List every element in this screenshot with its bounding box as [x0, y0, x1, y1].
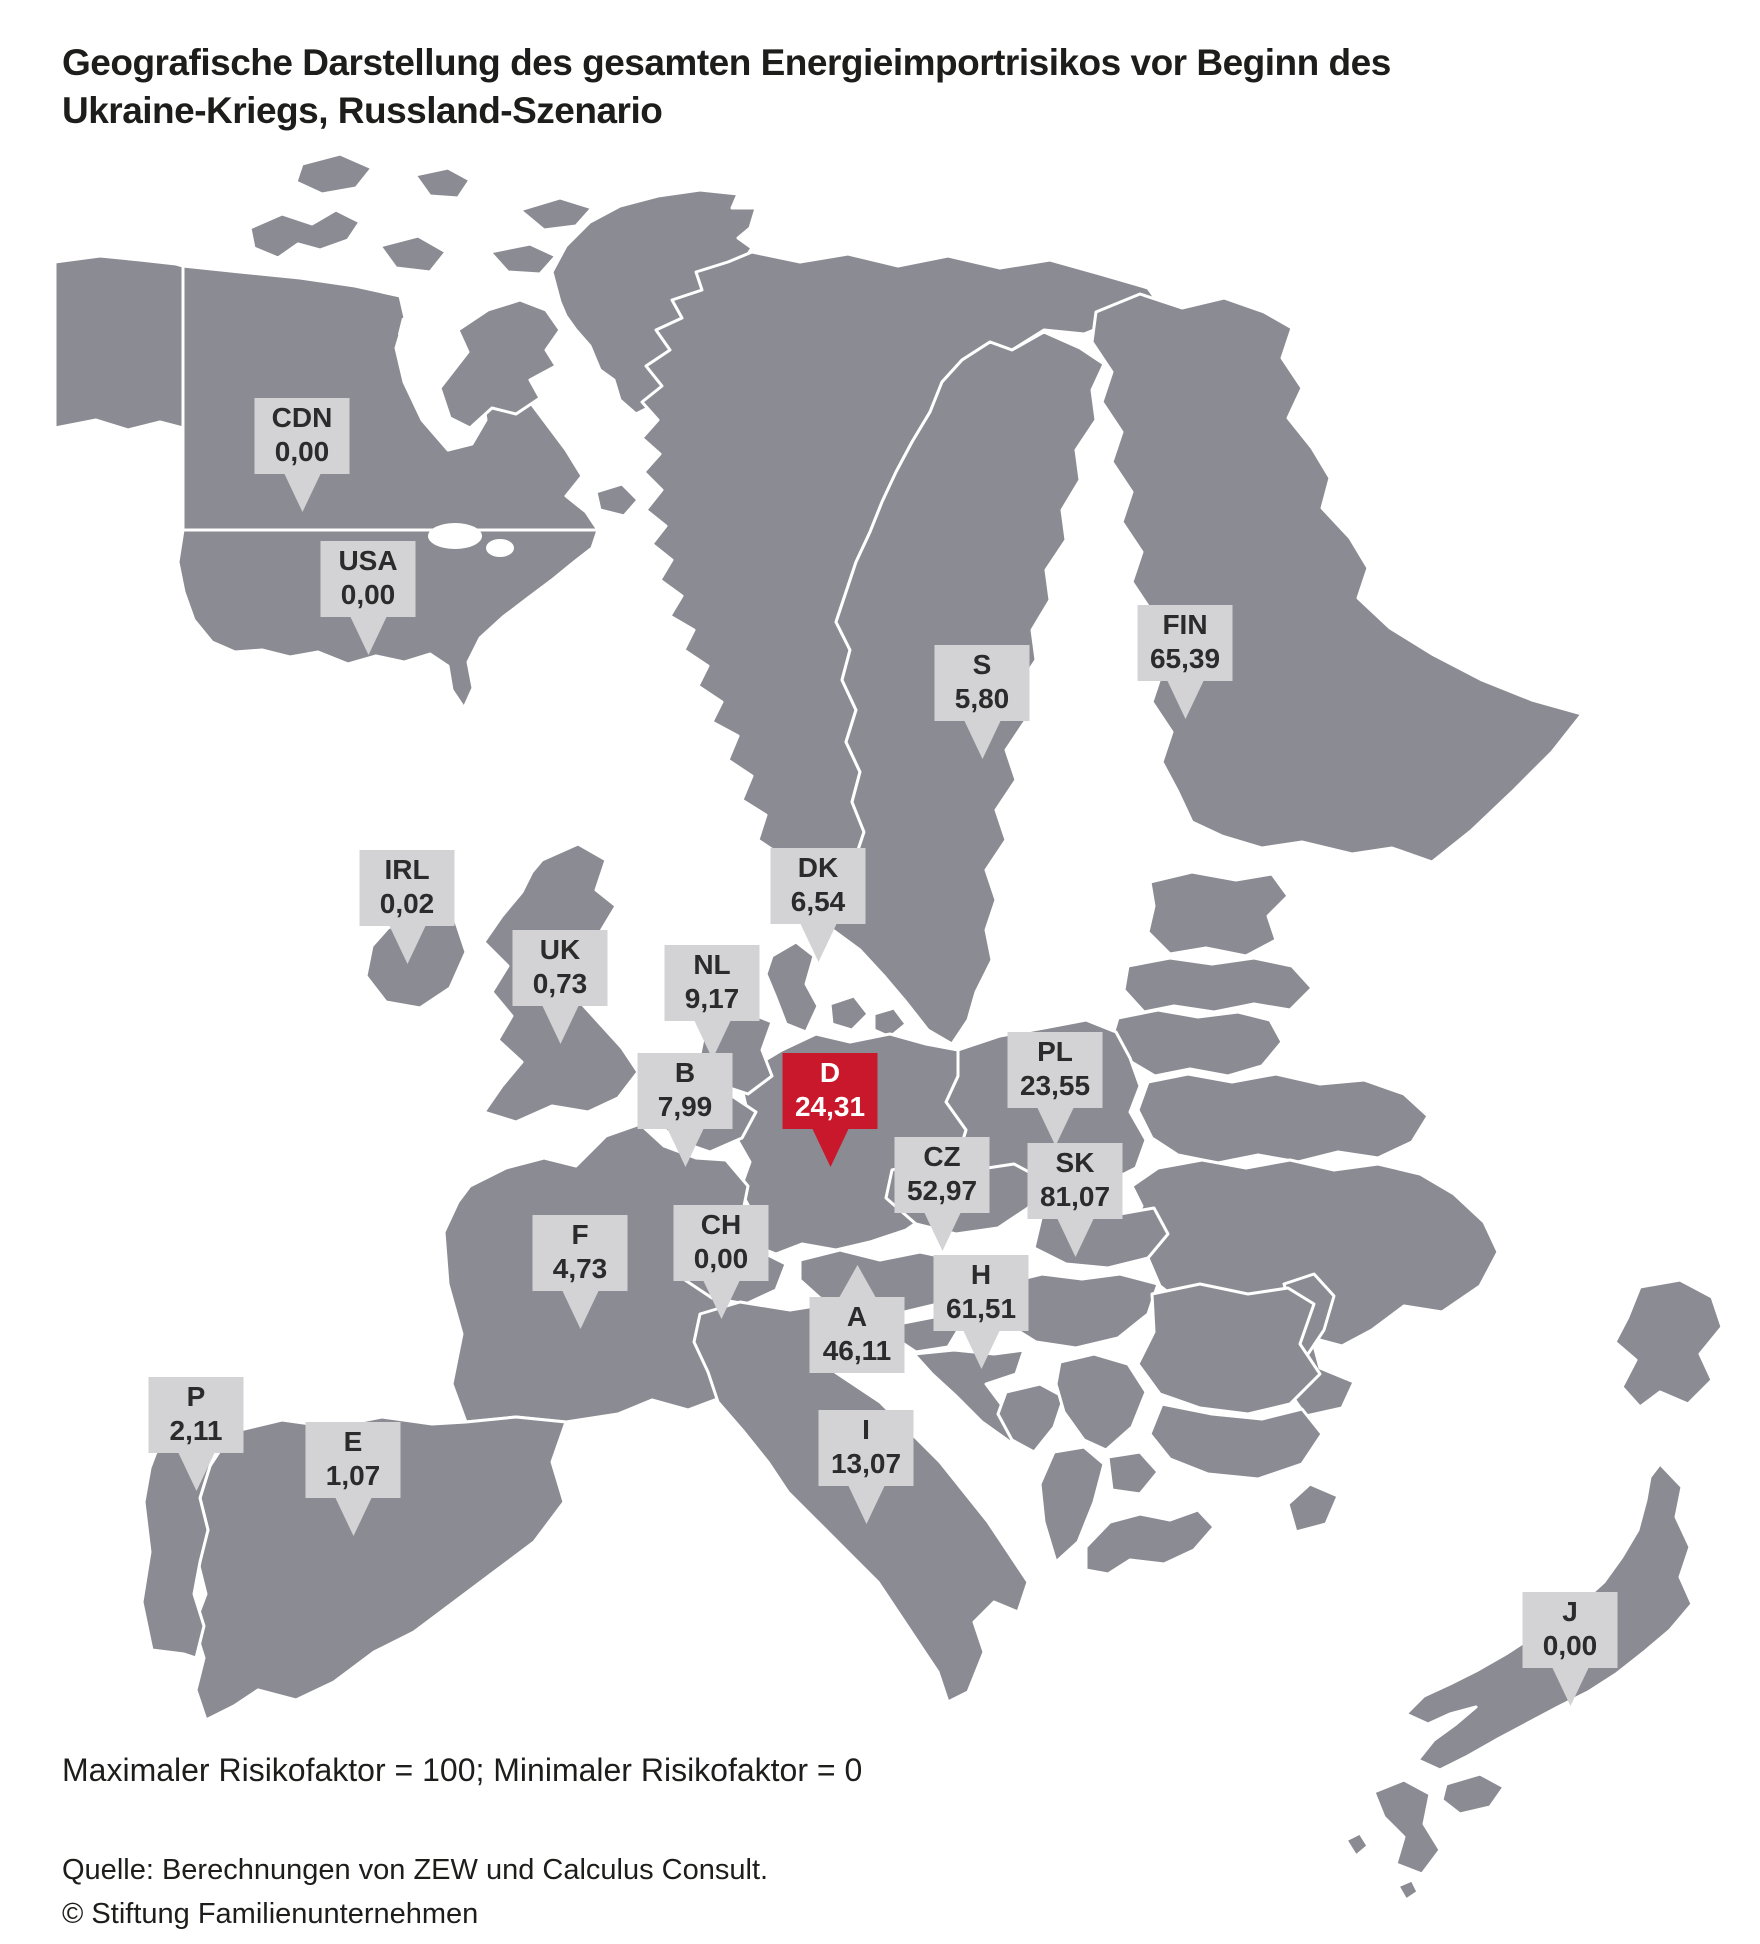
marker-code: PL — [1037, 1036, 1073, 1067]
marker-code: H — [970, 1259, 992, 1290]
marker-code: E — [343, 1426, 363, 1457]
arctic-island-3 — [380, 236, 446, 272]
country-portugal — [142, 1442, 210, 1658]
marker-code: UK — [539, 934, 581, 965]
marker-code: FIN — [1162, 609, 1208, 640]
arctic-island-6 — [520, 198, 592, 230]
marker-value: 5,80 — [954, 683, 1010, 714]
japan-honshu — [1406, 1464, 1692, 1770]
marker-value: 52,97 — [906, 1175, 978, 1206]
country-lithuania — [1112, 1010, 1282, 1076]
marker-code: I — [862, 1414, 870, 1445]
japan-kyushu — [1374, 1780, 1440, 1874]
country-bulgaria — [1150, 1404, 1322, 1479]
marker-code: B — [674, 1057, 696, 1088]
marker-code: CH — [700, 1209, 742, 1240]
arctic-island-5 — [490, 244, 556, 274]
marker-code: IRL — [384, 854, 430, 885]
marker-value: 7,99 — [657, 1091, 713, 1122]
marker-value: 0,00 — [340, 579, 396, 610]
marker-value: 0,00 — [1542, 1630, 1598, 1661]
marker-value: 81,07 — [1039, 1181, 1111, 1212]
marker-value: 0,73 — [532, 968, 588, 999]
arctic-island-1 — [250, 210, 360, 258]
marker-value: 0,00 — [274, 436, 330, 467]
region-thrace — [1288, 1484, 1338, 1532]
marker-value: 1,07 — [325, 1460, 381, 1491]
marker-value: 9,17 — [684, 983, 740, 1014]
japan-islet-2 — [1398, 1880, 1418, 1900]
country-netherlands — [700, 1010, 772, 1094]
risk-scale-note: Maximaler Risikofaktor = 100; Minimaler Risikofaktor = 0 — [62, 1752, 863, 1788]
country-usa — [178, 530, 598, 708]
great-lakes — [428, 523, 482, 549]
country-poland — [946, 1020, 1146, 1188]
marker-code: USA — [338, 545, 398, 576]
marker-value: 6,54 — [790, 886, 846, 917]
arctic-island-4 — [415, 168, 470, 198]
country-alaska — [55, 256, 183, 430]
country-spain — [194, 1417, 566, 1720]
marker-value: 0,00 — [693, 1243, 749, 1274]
country-estonia — [1148, 872, 1288, 956]
marker-value: 65,39 — [1149, 643, 1221, 674]
source-block — [62, 1848, 768, 1936]
country-belarus — [1138, 1074, 1428, 1163]
marker-code: D — [819, 1057, 841, 1088]
marker-value: 4,73 — [552, 1253, 608, 1284]
marker-value: 61,51 — [945, 1293, 1017, 1324]
source-line: Quelle: Berechnungen von ZEW und Calculus Consult. — [62, 1854, 769, 1886]
country-slovenia — [898, 1317, 960, 1352]
marker-code: CDN — [271, 402, 333, 433]
denmark-isle-1 — [830, 996, 868, 1030]
marker-code: CZ — [923, 1141, 961, 1172]
marker-code: NL — [693, 949, 731, 980]
marker-value: 24,31 — [794, 1091, 866, 1122]
marker-value: 13,07 — [830, 1448, 902, 1479]
country-hungary — [1002, 1274, 1158, 1348]
country-uk — [484, 844, 638, 1122]
country-romania — [1138, 1284, 1320, 1414]
marker-value: 46,11 — [822, 1335, 892, 1366]
marker-code: S — [972, 649, 992, 680]
marker-value: 0,02 — [379, 888, 435, 919]
japan-shikoku — [1442, 1774, 1504, 1814]
japan-islet-1 — [1346, 1833, 1368, 1856]
japan-hokkaido — [1615, 1280, 1722, 1407]
country-finland — [1092, 294, 1582, 862]
island-baffin — [440, 300, 560, 428]
page-title-line1: Geografische Darstellung des gesamten Energieimportrisikos vor Beginn des — [62, 41, 1391, 83]
country-ireland — [366, 912, 466, 1008]
page-title-line2: Ukraine-Kriegs, Russland-Szenario — [62, 89, 663, 131]
marker-code: A — [846, 1301, 868, 1332]
marker-value: 2,11 — [169, 1415, 223, 1446]
country-latvia — [1124, 958, 1312, 1012]
marker-code: F — [571, 1219, 589, 1250]
marker-code: J — [1562, 1596, 1578, 1627]
marker-code: P — [186, 1381, 206, 1412]
country-serbia — [1056, 1354, 1146, 1450]
country-denmark — [766, 942, 818, 1032]
marker-value: 23,55 — [1019, 1070, 1091, 1101]
country-slovakia — [1034, 1204, 1168, 1268]
marker-code: DK — [797, 852, 839, 883]
arctic-island-2 — [296, 154, 372, 194]
great-lakes-east — [486, 539, 514, 557]
country-greece — [1086, 1510, 1214, 1574]
marker-code: SK — [1055, 1147, 1095, 1178]
copyright-line: © Stiftung Familienunternehmen — [62, 1898, 479, 1930]
country-north-macedonia — [1108, 1452, 1158, 1494]
island-newfoundland — [596, 484, 638, 516]
